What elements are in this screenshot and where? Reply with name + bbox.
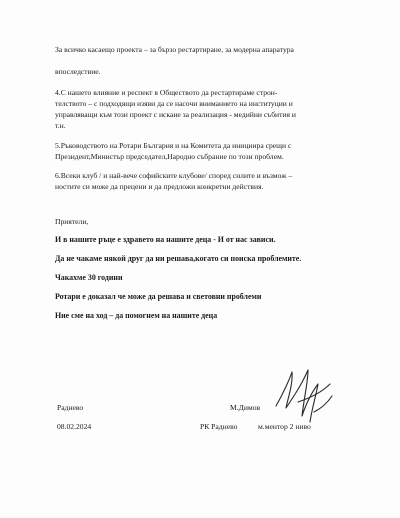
- mentor-label: м.ментор 2 ниво: [258, 422, 311, 431]
- greeting: Приятели,: [55, 217, 89, 226]
- date-label: 08.02.2024: [57, 422, 92, 431]
- paragraph-line: За всичко касаещо проекта – за бързо рестартиране, за модерна апаратура: [55, 45, 294, 54]
- paragraph-line: управляващи към този проект с искане за реализация - медийни събития и: [55, 110, 296, 119]
- paragraph-line: ностите си може да прецени и да предложи конкретни действия.: [55, 182, 264, 191]
- paragraph-line: т.н.: [55, 121, 66, 130]
- city-label: Раднево: [57, 403, 84, 412]
- author-name: М.Димов: [230, 403, 261, 412]
- bold-line: И в нашите ръце е здравето на нашите деца - И от нас зависи.: [55, 235, 276, 244]
- paragraph-line: 5.Ръководството на Ротари България и на Комитета да инициира срещи с: [55, 141, 292, 150]
- paragraph-line: 6.Всеки клуб / и най-вече софийските клубове/ според силите и възмож –: [55, 171, 293, 180]
- club-label: РК Раднево: [200, 422, 238, 431]
- paragraph-line: телството – с подходящи изяви да се насочи вниманието на институции и: [55, 99, 293, 108]
- paragraph-line: Президент,Министър председател,Народно събрание по този проблем.: [55, 152, 284, 161]
- bold-line: Ротари е доказал че може да решава и световни проблеми: [55, 292, 262, 301]
- bold-line: Да не чакаме някой друг да ни решава,когато си поиска проблемите.: [55, 254, 302, 263]
- bold-line: Ние сме на ход – да помогнем на нашите деца: [55, 311, 218, 320]
- paragraph-line: 4.С нашето влияние и респект в Обществото да рестартираме строн-: [55, 88, 278, 97]
- paragraph-line: впоследствие.: [55, 67, 101, 76]
- bold-line: Чакахме 30 години: [55, 273, 123, 282]
